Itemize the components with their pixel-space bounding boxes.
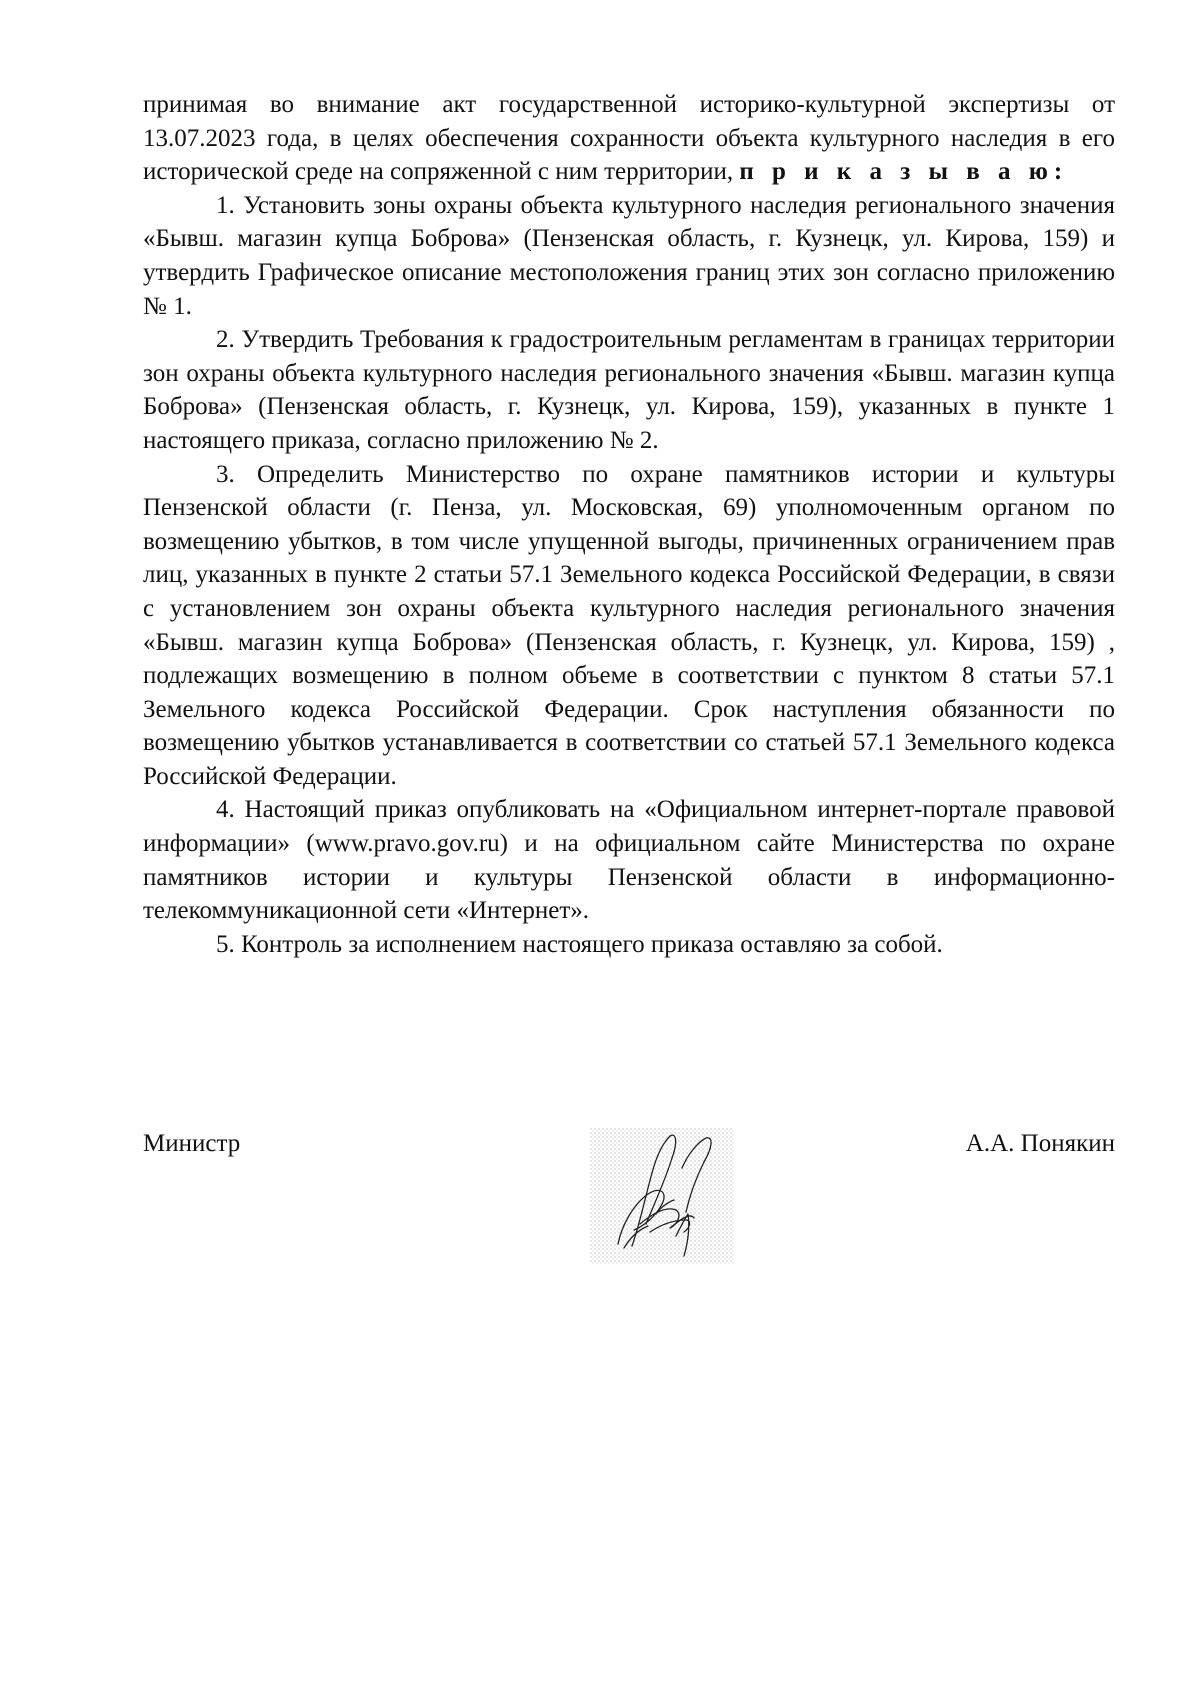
order-item-1: 1. Установить зоны охраны объекта культурного наследия регионального значения «Бывш. магазин купца Боброва» (Пензенская область, г. Кузнецк, ул. Кирова, 159) и утвердить Графическое описание местоположения границ этих зон согласно приложению № 1.	[143, 191, 1115, 320]
order-item-5: 5. Контроль за исполнением настоящего приказа оставляю за собой.	[216, 930, 943, 958]
order-item-4: 4. Настоящий приказ опубликовать на «Официальном интернет-портале правовой информации» (www.pravo.gov.ru) и на официальном сайте Министерства по охране памятников истории и культуры Пензенской области в информационно-телекоммуникационной сети «Интернет».	[143, 796, 1115, 925]
intro-paragraph	[143, 88, 1115, 189]
signatory-title: Министр	[143, 1130, 241, 1157]
handwritten-signature	[590, 1128, 734, 1264]
intro-text: принимая во внимание акт государственной историко-культурной экспертизы от 13.07.2023 года, в целях обеспечения сохранности объекта культурного наследия в его исторической среде на сопряженной с ним территории,	[143, 91, 1115, 186]
order-word: п р и к а з ы в а ю:	[739, 158, 1069, 186]
order-item-3: 3. Определить Министерство по охране памятников истории и культуры Пензенской области (г. Пенза, ул. Московская, 69) уполномоченным органом по возмещению убытков, в том числе упущенной выгоды, причиненных ограничением прав лиц, указанных в пункте 2 статьи 57.1 Земельного кодекса Российской Федерации, в связи с установлением зон охраны объекта культурного наследия регионального значения «Бывш. магазин купца Боброва» (Пензенская область, г. Кузнецк, ул. Кирова, 159) , подлежащих возмещению в полном объеме в соответствии с пунктом 8 статьи 57.1 Земельного кодекса Российской Федерации. Срок наступления обязанности по возмещению убытков устанавливается в соответствии со статьей 57.1 Земельного кодекса Российской Федерации.	[143, 460, 1115, 790]
order-item-2: 2. Утвердить Требования к градостроительным регламентам в границах территории зон охраны объекта культурного наследия регионального значения «Бывш. магазин купца Боброва» (Пензенская область, г. Кузнецк, ул. Кирова, 159), указанных в пункте 1 настоящего приказа, согласно приложению № 2.	[143, 326, 1115, 454]
signatory-name: А.А. Понякин	[965, 1130, 1115, 1157]
document-body	[143, 88, 1115, 961]
